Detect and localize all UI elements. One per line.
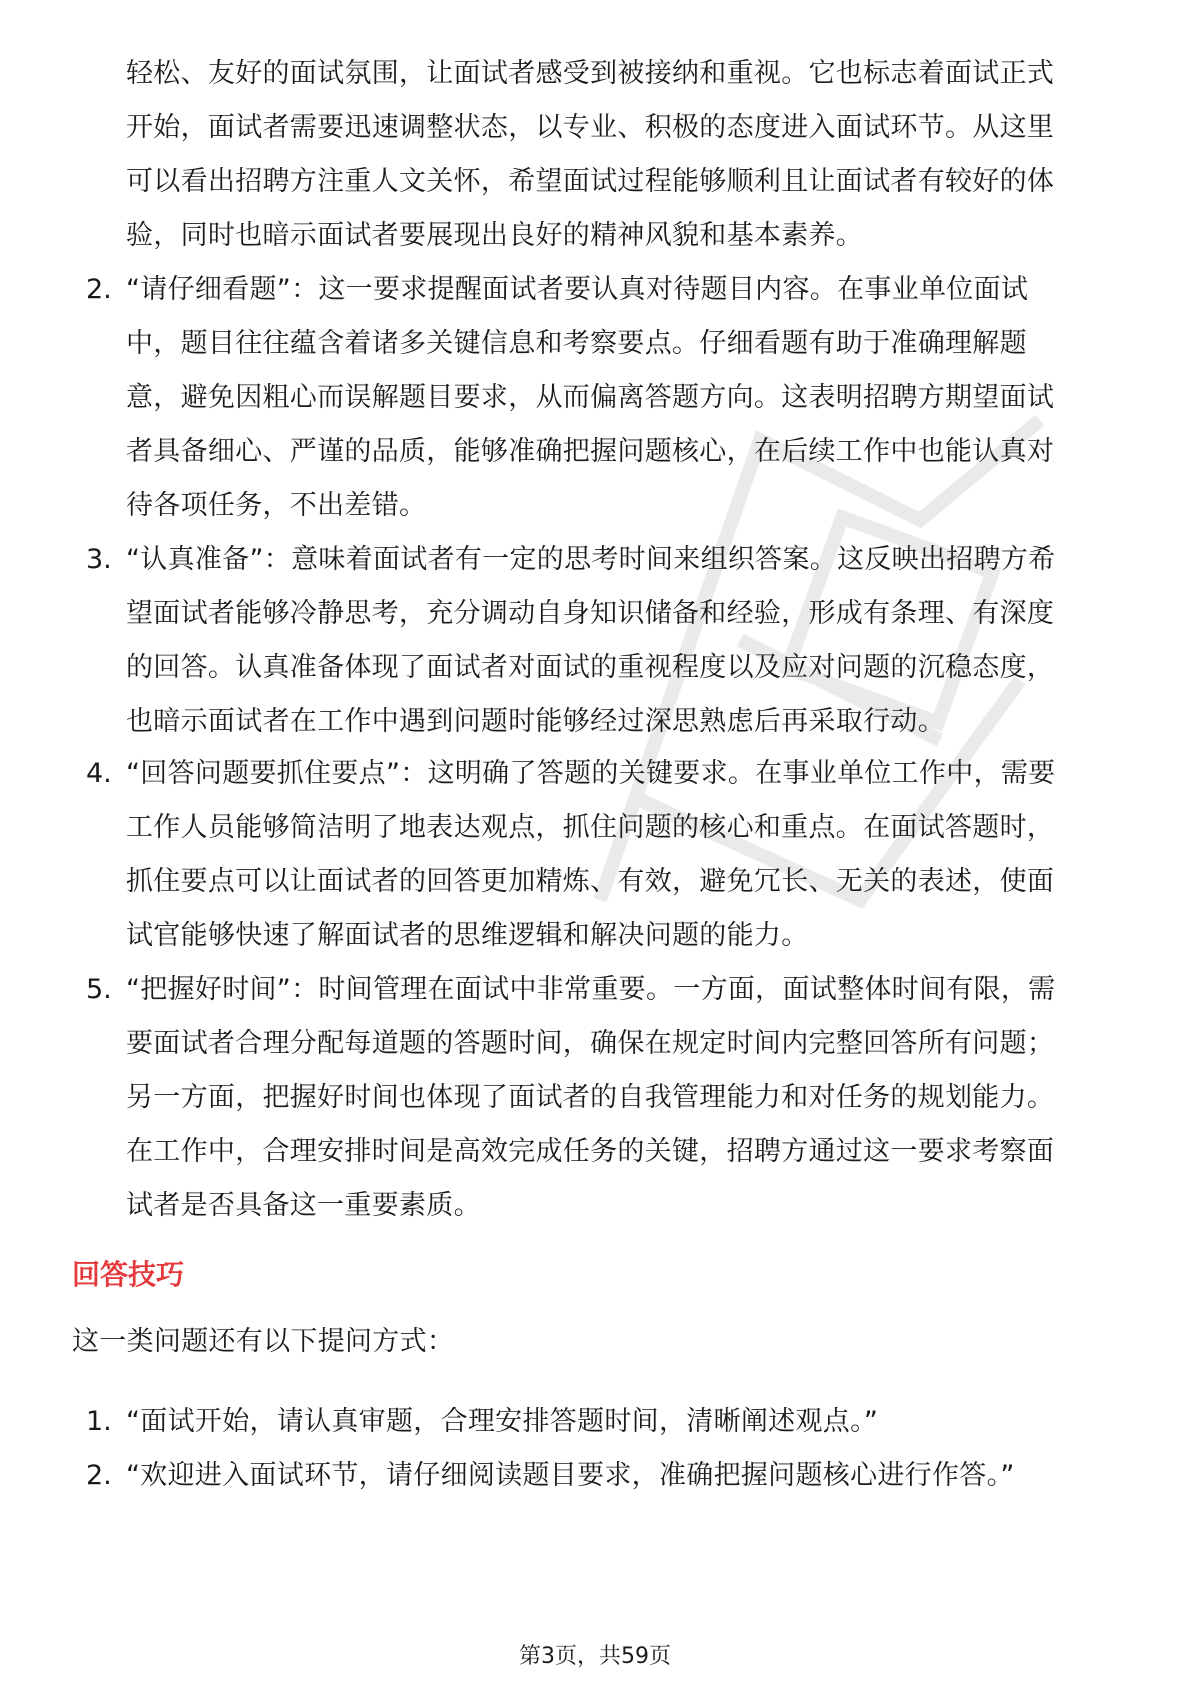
text-line: 可以看出招聘方注重人文关怀，希望面试过程能够顺利且让面试者有较好的体 <box>126 166 1055 197</box>
text-line: 意，避免因粗心而误解题目要求，从而偏离答题方向。这表明招聘方期望面试 <box>126 382 1055 413</box>
list-number: 2. <box>86 1460 112 1491</box>
text-line: 验，同时也暗示面试者要展现出良好的精神风貌和基本素养。 <box>126 220 864 251</box>
text-line: 也暗示面试者在工作中遇到问题时能够经过深思熟虑后再采取行动。 <box>126 706 945 737</box>
text-line: 工作人员能够简洁明了地表达观点，抓住问题的核心和重点。在面试答题时， <box>126 812 1055 843</box>
text-line: “把握好时间”：时间管理在面试中非常重要。一方面，面试整体时间有限，需 <box>126 974 1056 1005</box>
text-line: 抓住要点可以让面试者的回答更加精炼、有效，避免冗长、无关的表述，使面 <box>126 866 1055 897</box>
section-heading: 回答技巧 <box>72 1258 185 1291</box>
page-number-footer: 第3页，共59页 <box>519 1644 671 1669</box>
list-number: 2. <box>86 274 112 305</box>
list-number: 3. <box>86 544 112 575</box>
text-line: 开始，面试者需要迅速调整状态，以专业、积极的态度进入面试环节。从这里 <box>126 112 1055 143</box>
text-line: 轻松、友好的面试氛围，让面试者感受到被接纳和重视。它也标志着面试正式 <box>126 58 1055 89</box>
text-line: 要面试者合理分配每道题的答题时间，确保在规定时间内完整回答所有问题； <box>126 1028 1055 1059</box>
list-number: 5. <box>86 974 112 1005</box>
text-line: 待各项任务，不出差错。 <box>126 490 427 521</box>
text-line: “认真准备”：意味着面试者有一定的思考时间来组织答案。这反映出招聘方希 <box>126 544 1056 575</box>
text-line: 试官能够快速了解面试者的思维逻辑和解决问题的能力。 <box>126 920 809 951</box>
text-line: 望面试者能够冷静思考，充分调动自身知识储备和经验，形成有条理、有深度 <box>126 598 1055 629</box>
text-line: “面试开始，请认真审题，合理安排答题时间，清晰阐述观点。” <box>126 1406 879 1437</box>
list-number: 4. <box>86 758 112 789</box>
text-line: 中，题目往往蕴含着诸多关键信息和考察要点。仔细看题有助于准确理解题 <box>126 328 1027 359</box>
text-line: 试者是否具备这一重要素质。 <box>126 1190 481 1221</box>
text-line: “欢迎进入面试环节，请仔细阅读题目要求，准确把握问题核心进行作答。” <box>126 1460 1015 1491</box>
text-line: 另一方面，把握好时间也体现了面试者的自我管理能力和对任务的规划能力。 <box>126 1082 1055 1113</box>
text-line: “回答问题要抓住要点”：这明确了答题的关键要求。在事业单位工作中，需要 <box>126 758 1056 789</box>
text-line: 的回答。认真准备体现了面试者对面试的重视程度以及应对问题的沉稳态度， <box>126 652 1055 683</box>
text-line: 在工作中，合理安排时间是高效完成任务的关键，招聘方通过这一要求考察面 <box>126 1136 1055 1167</box>
list-number: 1. <box>86 1406 112 1437</box>
section-intro: 这一类问题还有以下提问方式： <box>72 1326 455 1357</box>
text-line: 者具备细心、严谨的品质，能够准确把握问题核心，在后续工作中也能认真对 <box>126 436 1055 467</box>
text-line: “请仔细看题”：这一要求提醒面试者要认真对待题目内容。在事业单位面试 <box>126 274 1029 305</box>
